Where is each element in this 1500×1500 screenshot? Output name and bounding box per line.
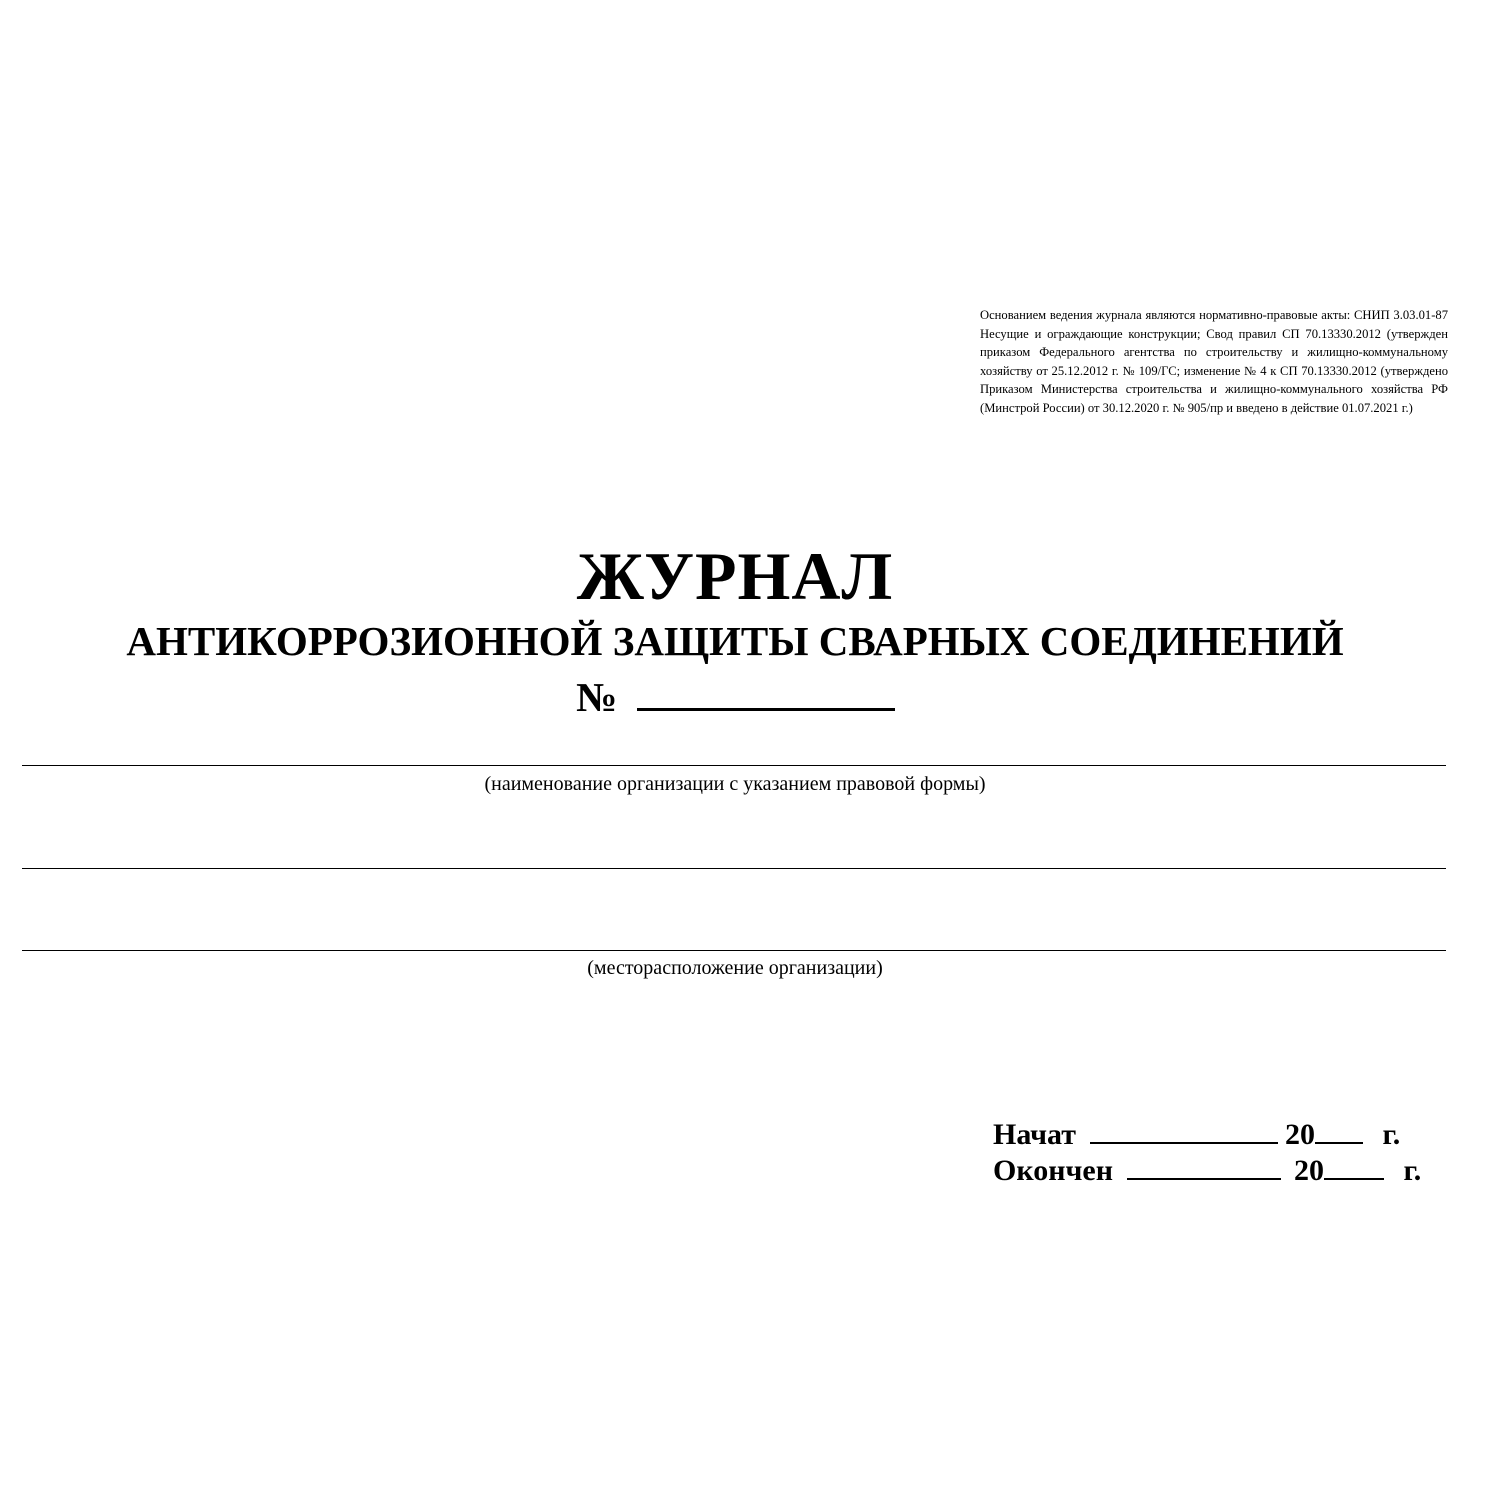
organization-extra-line[interactable] (22, 868, 1446, 869)
finished-date-blank[interactable] (1127, 1152, 1281, 1180)
organization-name-caption: (наименование организации с указанием правовой формы) (484, 773, 986, 795)
organization-location-line[interactable] (22, 950, 1446, 951)
number-sign: № (576, 674, 618, 720)
started-date-blank[interactable] (1090, 1116, 1278, 1144)
started-year-prefix: 20 (1285, 1118, 1316, 1151)
journal-title: ЖУРНАЛ (576, 538, 894, 614)
started-year-blank[interactable] (1315, 1116, 1363, 1144)
finished-year-blank[interactable] (1324, 1152, 1384, 1180)
started-label: Начат (993, 1118, 1077, 1151)
finished-date-row (993, 1152, 1421, 1189)
legal-basis-note: Основанием ведения журнала являются нормативно-правовые акты: СНИП 3.03.01-87 Несущие и ограждающие конструкции; Свод правил СП 70.13330.2012 (утвержден приказом Федерального агентства по строительству и жилищно-коммунальному хозяйству от 25.12.2012 г. № 109/ГС; изменение № 4 к СП 70.13330.2012 (утверждено Приказом Министерства строительства и жилищно-коммунального хозяйства РФ (Минстрой России) от 30.12.2020 г. № 905/пр и введено в действие 01.07.2021 г.) (980, 308, 1448, 415)
started-date-row (993, 1116, 1400, 1153)
organization-location-caption: (месторасположение организации) (587, 957, 883, 979)
journal-number-blank[interactable] (637, 672, 895, 711)
finished-year-suffix: г. (1403, 1154, 1422, 1187)
journal-number-row (576, 672, 895, 722)
finished-label: Окончен (993, 1154, 1114, 1187)
journal-subtitle: АНТИКОРРОЗИОННОЙ ЗАЩИТЫ СВАРНЫХ СОЕДИНЕНИЙ (126, 618, 1344, 664)
organization-name-line[interactable] (22, 765, 1446, 766)
started-year-suffix: г. (1382, 1118, 1401, 1151)
finished-year-prefix: 20 (1294, 1154, 1325, 1187)
